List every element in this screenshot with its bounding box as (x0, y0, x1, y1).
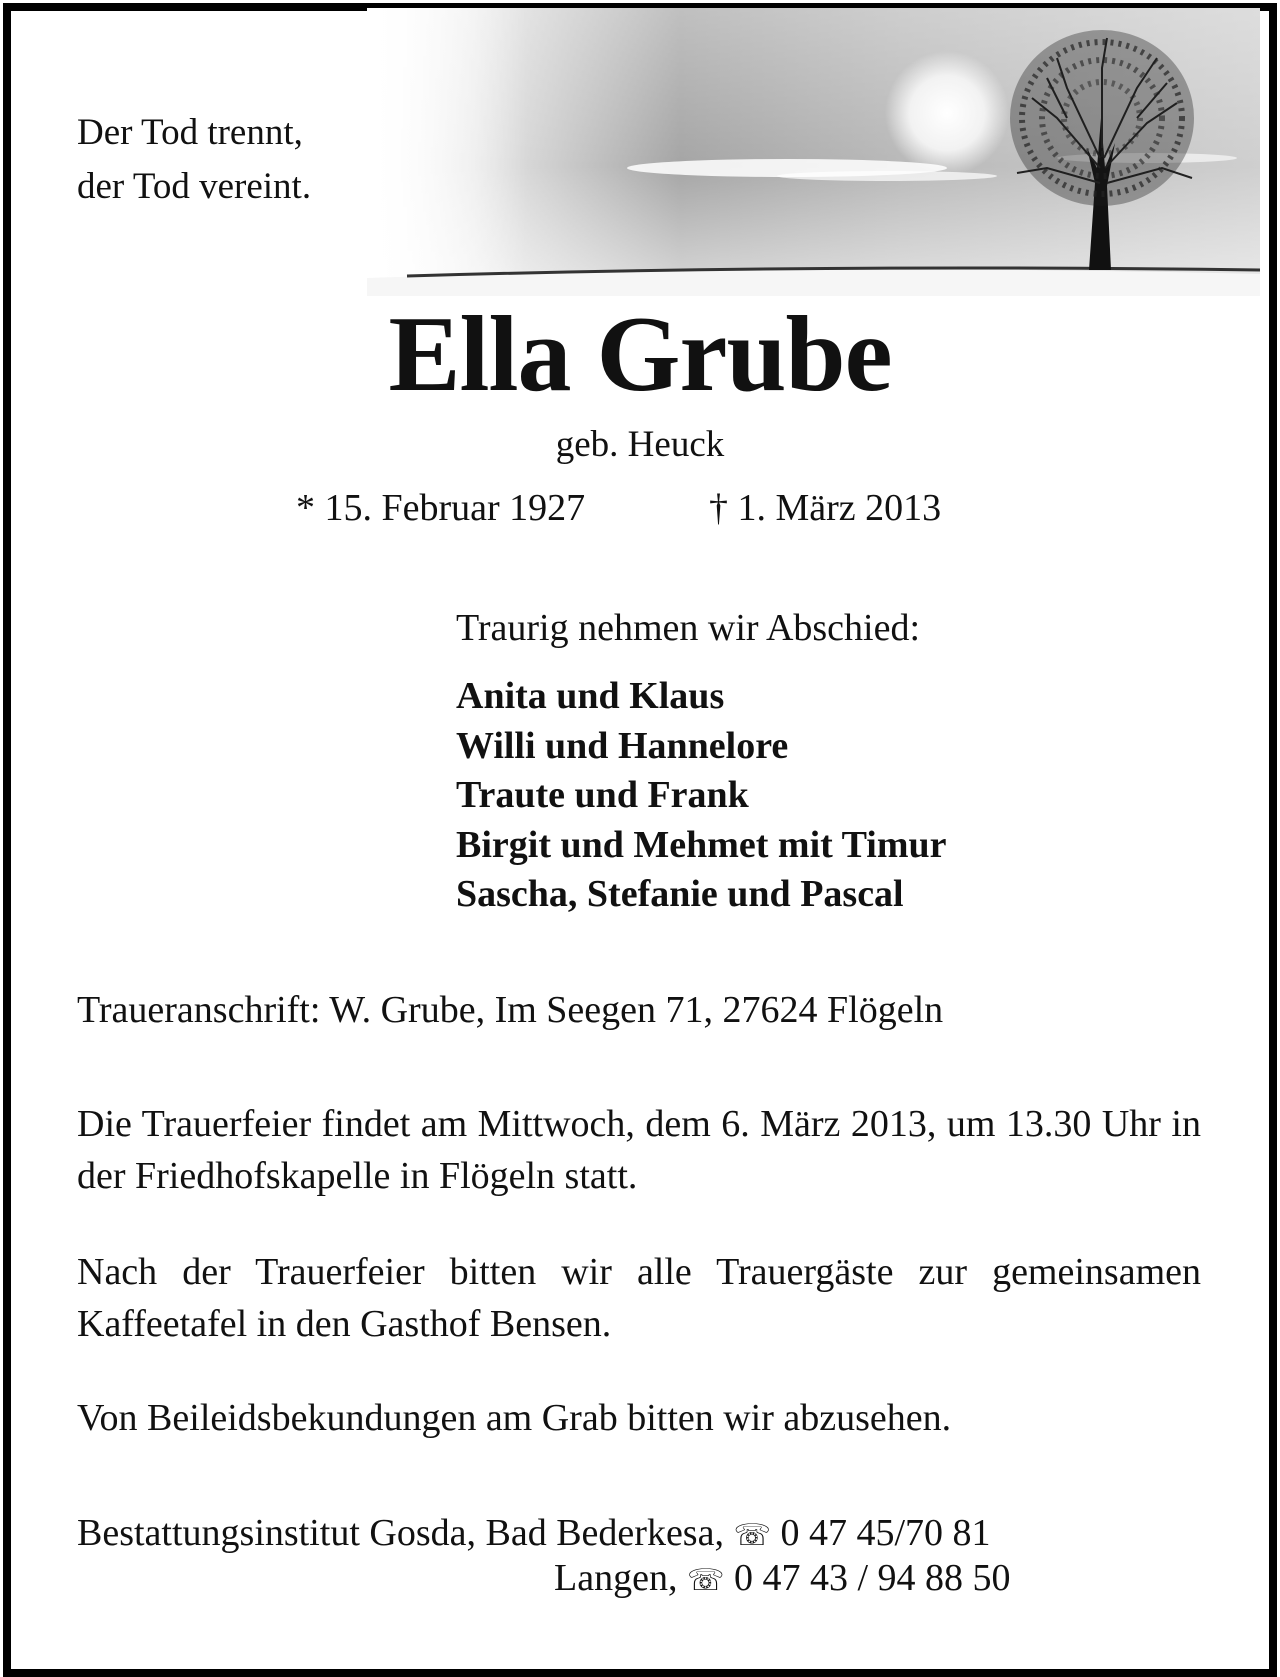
mourner-item: Anita und Klaus (456, 675, 725, 717)
motto (77, 106, 311, 214)
reception-paragraph: Nach der Trauerfeier bitten wir alle Trauergäste zur gemeinsamen Kaffeetafel in den Gasthof Bensen. (77, 1251, 1201, 1345)
undertaker-phone-1: 0 47 45/70 81 (780, 1512, 991, 1554)
mourner-item: Willi und Hannelore (456, 724, 789, 767)
death-date: † 1. März 2013 (709, 487, 942, 529)
telephone-icon: ☏ (733, 1518, 771, 1553)
undertaker-phone-2: 0 47 43 / 94 88 50 (733, 1557, 1011, 1599)
motto-line-2: der Tod vereint. (77, 166, 312, 207)
maiden-name: geb. Heuck (555, 424, 725, 465)
ceremony-paragraph: Die Trauerfeier findet am Mittwoch, dem 6. März 2013, um 13.30 Uhr in der Friedhofskapelle in Flögeln statt. (77, 1103, 1201, 1197)
undertaker-location-2: Langen, (554, 1557, 678, 1599)
condolences-paragraph: Von Beileidsbekundungen am Grab bitten wir abzusehen. (77, 1397, 952, 1439)
mourner-item: Traute und Frank (456, 774, 749, 816)
mourners-list (456, 672, 946, 920)
deceased-name: Ella Grube (388, 295, 892, 414)
tree-landscape-image (367, 8, 1260, 296)
farewell-text: Traurig nehmen wir Abschied: (456, 607, 921, 649)
birth-date: * 15. Februar 1927 (296, 487, 586, 529)
mourning-address: Traueranschrift: W. Grube, Im Seegen 71, 27624 Flögeln (77, 989, 944, 1031)
telephone-icon: ☏ (686, 1563, 725, 1598)
undertaker-name: Bestattungsinstitut Gosda, Bad Bederkesa, (77, 1512, 724, 1554)
undertaker-line-2 (554, 1553, 1011, 1606)
mourner-item: Sascha, Stefanie und Pascal (456, 873, 904, 915)
mourner-item: Birgit und Mehmet mit Timur (456, 823, 947, 866)
motto-line-1: Der Tod trennt, (77, 112, 303, 153)
